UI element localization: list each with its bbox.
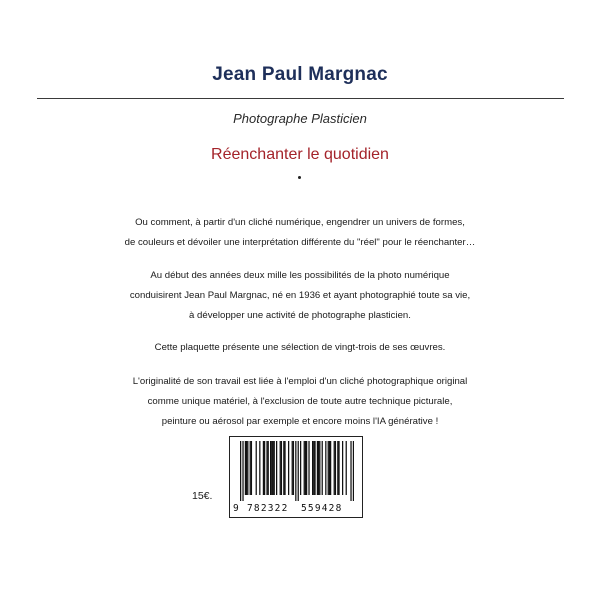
barcode-bar [328,441,329,495]
barcode-bar [335,441,336,495]
barcode-bar [346,441,347,495]
paragraph-line: Cette plaquette présente une sélection de vingt-trois de ses œuvres. [154,342,446,353]
barcode-bar [293,441,294,495]
paragraph-intro [0,213,600,253]
paragraph-selection [0,338,600,358]
barcode-bar [242,441,243,501]
barcode-bar [319,441,320,495]
barcode-bar [313,441,314,495]
header-divider [37,98,564,99]
barcode-bar [263,441,264,495]
barcode-bar [330,441,331,495]
barcode-bar [259,441,260,495]
paragraph-originality [0,372,600,432]
paragraph-line: comme unique matériel, à l'exclusion de toute autre technique picturale, [147,396,453,407]
barcode-bar [325,441,326,495]
barcode-bar [338,441,339,495]
barcode-bar [280,441,281,495]
paragraph-line: Ou comment, à partir d'un cliché numérique, engendrer un univers de formes, [135,217,465,228]
paragraph-line: peinture ou aérosol par exemple et encore moins l'IA générative ! [161,416,439,427]
barcode-bar [329,441,330,495]
isbn-barcode [229,436,363,518]
barcode-bar [295,441,296,501]
author-subtitle: Photographe Plasticien [233,111,367,126]
barcode-bar [281,441,282,495]
separator-dot [298,176,301,179]
barcode-bar [276,441,277,495]
barcode-bar [350,441,351,501]
barcode-bar [308,441,309,495]
barcode-bar [306,441,307,495]
barcode-bar [271,441,272,495]
barcode-bar [272,441,273,495]
barcode-bar [245,441,246,495]
barcode-bar [270,441,271,495]
barcode-bar [283,441,284,495]
barcode-bar [288,441,289,495]
barcode-bar [318,441,319,495]
book-title: Réenchanter le quotidien [211,146,389,163]
barcode-group-right: 559428 [301,503,343,514]
barcode-bar [292,441,293,495]
barcode-bar [256,441,257,495]
barcode-bar [268,441,269,495]
barcode-bar [251,441,252,495]
barcode-lead-digit: 9 [233,503,239,514]
barcode-bar [264,441,265,495]
barcode-bar [334,441,335,495]
barcode-bar [305,441,306,495]
barcode-bar [342,441,343,495]
barcode-bar [304,441,305,495]
price-label: 15€. [192,490,213,502]
barcode-bar [337,441,338,495]
barcode-bar [314,441,315,495]
barcode-bar [240,441,241,501]
paragraph-line: de couleurs et dévoiler une interprétation différente du "réel" pour le réenchanter… [124,237,476,248]
barcode-bar [353,441,354,501]
barcode-bar [312,441,313,495]
paragraph-history [0,266,600,326]
barcode-bar [284,441,285,495]
barcode-bars [240,441,354,501]
barcode-bar [250,441,251,495]
author-name: Jean Paul Margnac [212,64,388,85]
barcode-bar [247,441,248,495]
paragraph-line: L'originalité de son travail est liée à l'emploi d'un cliché photographique original [132,376,468,387]
barcode-group-left: 782322 [247,503,289,514]
barcode-bar [274,441,275,495]
paragraph-line: Au début des années deux mille les possibilités de la photo numérique [150,270,450,281]
barcode-bar [322,441,323,495]
barcode-bar [246,441,247,495]
barcode-bar [266,441,267,495]
barcode-bar [300,441,301,495]
barcode-bar [317,441,318,495]
barcode-bar [298,441,299,501]
paragraph-line: conduisirent Jean Paul Margnac, né en 1936 et ayant photographié toute sa vie, [129,290,471,301]
paragraph-line: à développer une activité de photographe plasticien. [189,310,411,321]
